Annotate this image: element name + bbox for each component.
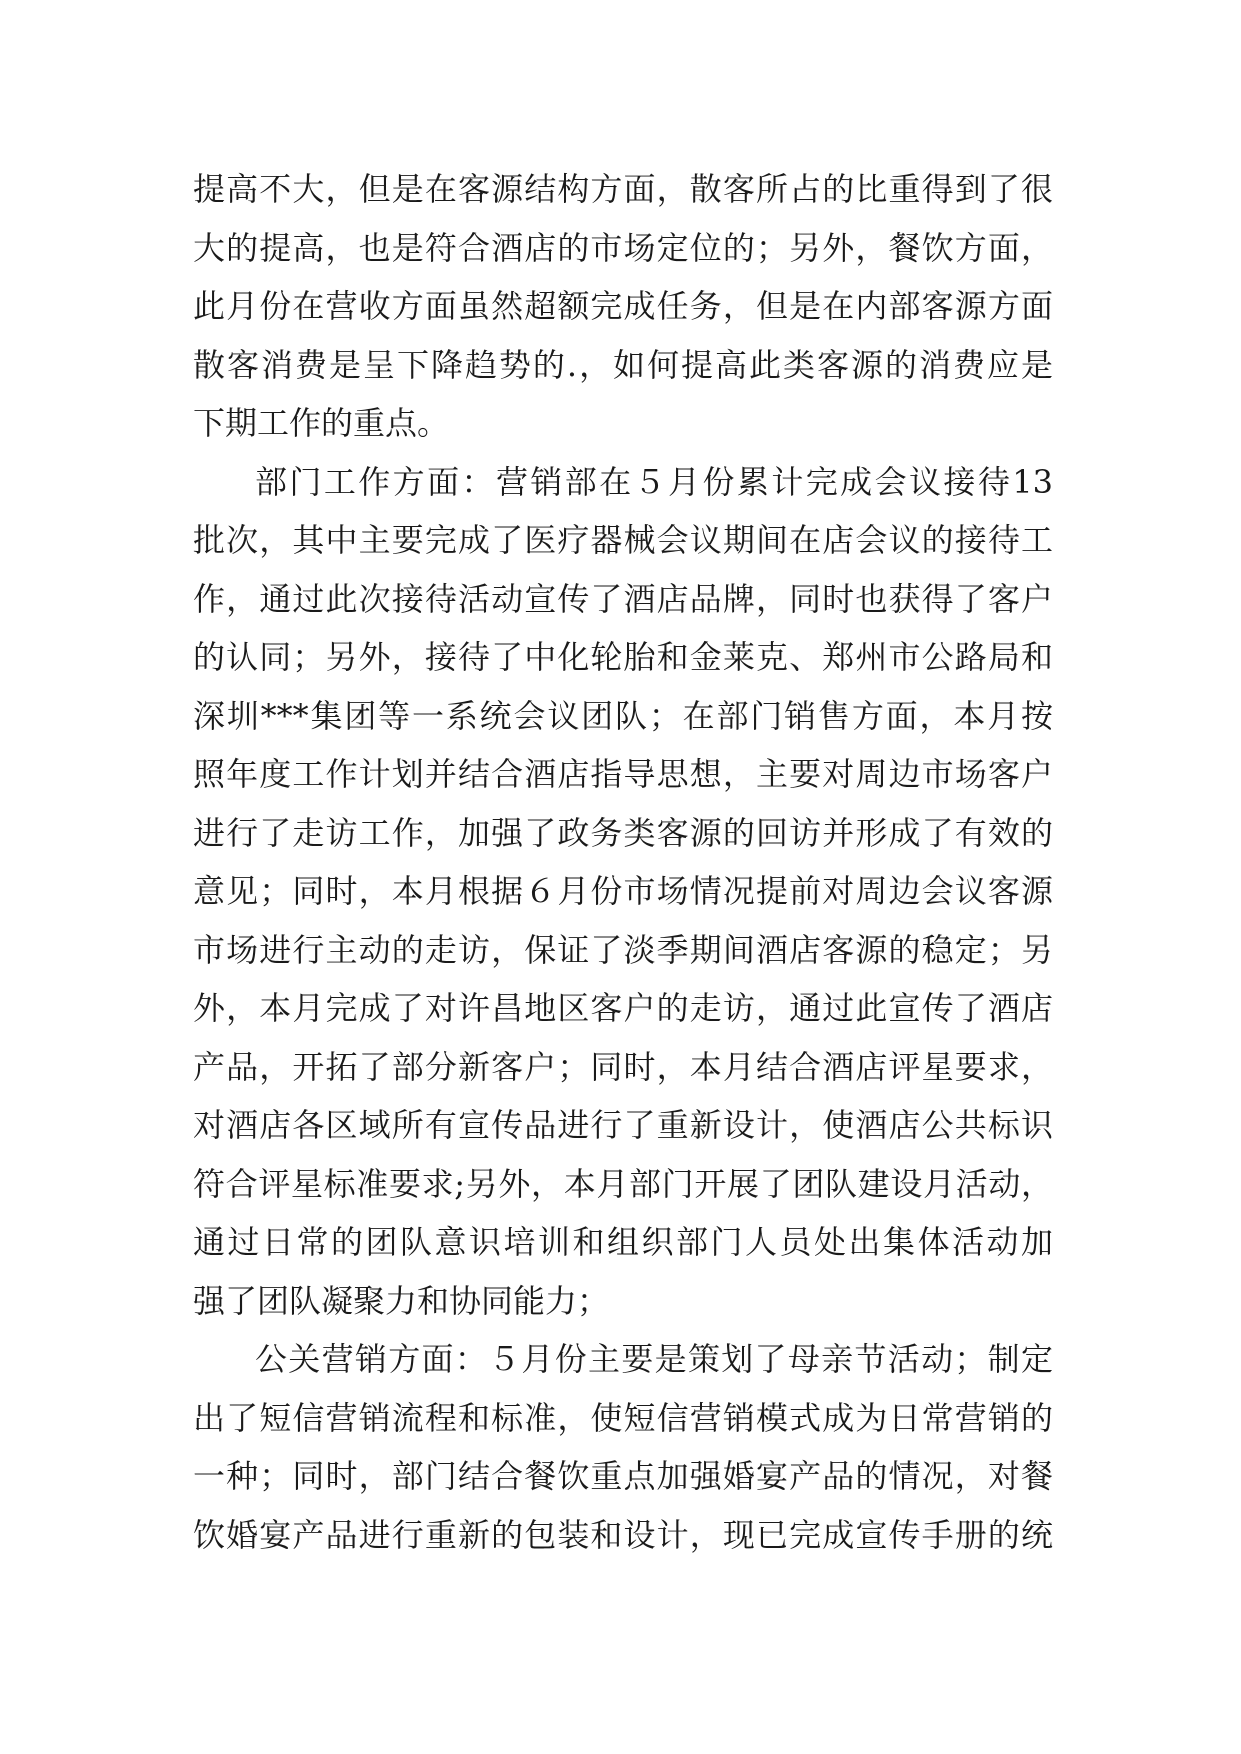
document-body bbox=[193, 160, 1053, 1564]
text-line: 的认同；另外，接待了中化轮胎和金莱克、郑州市公路局和 bbox=[193, 638, 1053, 676]
text-line: 出了短信营销流程和标准，使短信营销模式成为日常营销的 bbox=[193, 1398, 1053, 1437]
text-line: 强了团队凝聚力和协同能力； bbox=[193, 1281, 610, 1320]
text-line: 一种；同时，部门结合餐饮重点加强婚宴产品的情况，对餐 bbox=[193, 1457, 1053, 1495]
text-line: 符合评星标准要求;另外，本月部门开展了团队建设月活动， bbox=[193, 1164, 1053, 1203]
text-line: 产品，开拓了部分新客户；同时，本月结合酒店评星要求， bbox=[193, 1047, 1053, 1086]
text-line: 通过日常的团队意识培训和组织部门人员处出集体活动加 bbox=[193, 1223, 1053, 1261]
text-line: 散客消费是呈下降趋势的.，如何提高此类客源的消费应是 bbox=[193, 345, 1053, 384]
text-line: 提高不大，但是在客源结构方面，散客所占的比重得到了很 bbox=[193, 170, 1053, 208]
text-line: 进行了走访工作，加强了政务类客源的回访并形成了有效的 bbox=[193, 813, 1053, 852]
text-line: 深圳***集团等一系统会议团队；在部门销售方面，本月按 bbox=[193, 696, 1053, 735]
text-line: 市场进行主动的走访，保证了淡季期间酒店客源的稳定；另 bbox=[193, 930, 1053, 969]
text-line: 批次，其中主要完成了医疗器械会议期间在店会议的接待工 bbox=[193, 521, 1053, 559]
text-line: 部门工作方面：营销部在５月份累计完成会议接待13 bbox=[255, 462, 1053, 501]
text-line: 照年度工作计划并结合酒店指导思想，主要对周边市场客户 bbox=[193, 755, 1053, 793]
text-line: 意见；同时，本月根据６月份市场情况提前对周边会议客源 bbox=[193, 872, 1053, 910]
text-line: 对酒店各区域所有宣传品进行了重新设计，使酒店公共标识 bbox=[193, 1106, 1053, 1144]
text-line: 此月份在营收方面虽然超额完成任务，但是在内部客源方面 bbox=[193, 287, 1053, 325]
text-line: 作，通过此次接待活动宣传了酒店品牌，同时也获得了客户 bbox=[193, 579, 1053, 618]
text-line: 饮婚宴产品进行重新的包装和设计，现已完成宣传手册的统 bbox=[193, 1515, 1053, 1554]
text-line: 下期工作的重点。 bbox=[193, 404, 450, 442]
text-line: 大的提高，也是符合酒店的市场定位的；另外，餐饮方面， bbox=[193, 228, 1053, 267]
text-line: 公关营销方面：５月份主要是策划了母亲节活动；制定 bbox=[255, 1340, 1053, 1378]
text-line: 外，本月完成了对许昌地区客户的走访，通过此宣传了酒店 bbox=[193, 989, 1053, 1027]
